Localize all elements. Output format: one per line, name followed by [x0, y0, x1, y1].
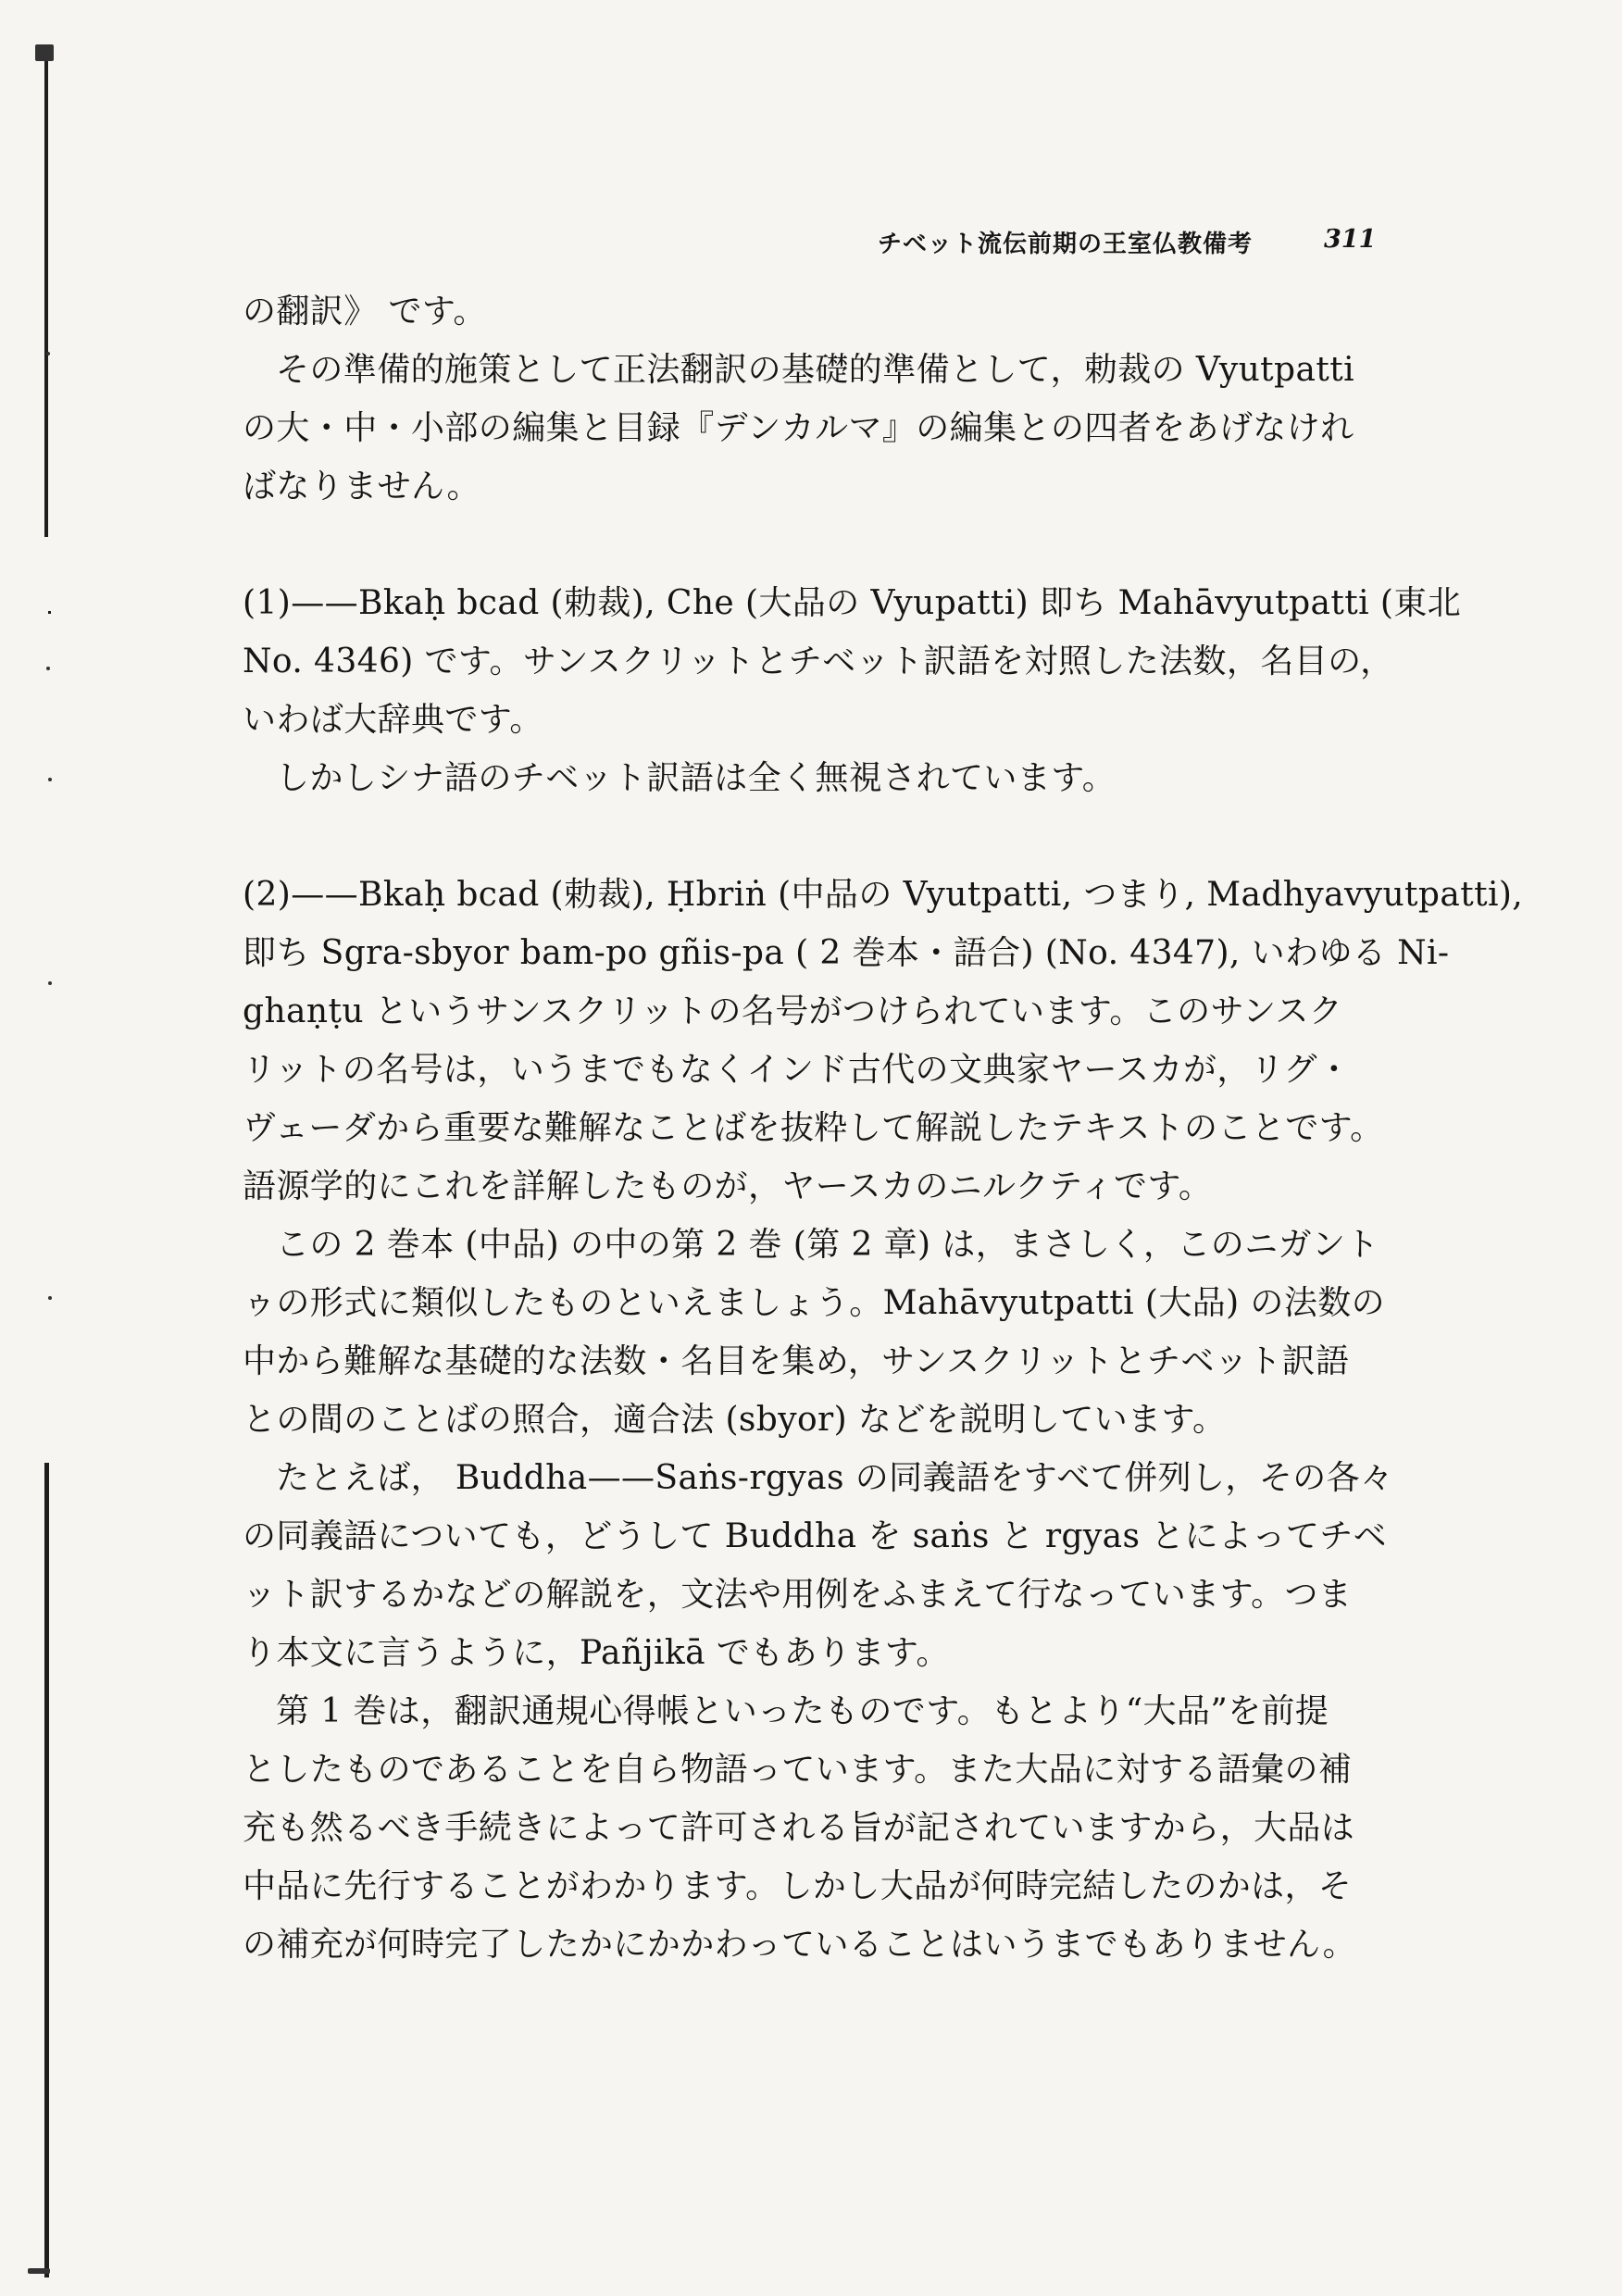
text-line: この 2 巻本 (中品) の中の第 2 巻 (第 2 章) は，まさしく，このニガント — [276, 1226, 1379, 1264]
paragraph — [243, 1216, 1395, 1449]
text-line: (2)——Bkaḥ bcad (勅裁), Ḥbriṅ (中品の Vyutpatti, つまり, Madhyavyutpatti), — [243, 876, 1524, 914]
text-line: ghaṇṭu というサンスクリットの名号がつけられています。このサンスク — [243, 992, 1343, 1030]
text-line: しかしシナ語のチベット訳語は全く無視されています。 — [276, 759, 1117, 797]
text-line: り本文に言うように，Pañjikā でもあります。 — [243, 1634, 950, 1672]
paragraph — [243, 341, 1395, 516]
page-number: 311 — [1324, 225, 1377, 254]
text-line: いわば大辞典です。 — [243, 701, 543, 739]
binding-speck — [48, 778, 52, 781]
text-line: の同義語についても，どうして Buddha を saṅs と rgyas とによってチベ — [243, 1517, 1388, 1555]
text-line: 中から難解な基礎的な法数・名目を集め，サンスクリットとチベット訳語 — [243, 1342, 1350, 1380]
paragraph — [243, 749, 1395, 807]
text-line: の大・中・小部の編集と目録『デンカルマ』の編集との四者をあげなけれ — [243, 409, 1354, 447]
text-line: ヴェーダから重要な難解なことばを抜粋して解説したテキストのことです。 — [243, 1109, 1384, 1147]
binding-speck — [48, 981, 52, 985]
text-line: の翻訳》 です。 — [243, 293, 487, 331]
text-line: ゥの形式に類似したものといえましょう。Mahāvyutpatti (大品) の法数の — [243, 1284, 1386, 1322]
binding-speck — [46, 667, 50, 670]
paragraph-gap — [243, 807, 1395, 866]
running-header — [878, 225, 1396, 271]
text-line: 中品に先行することがわかります。しかし大品が何時完結したのかは，そ — [243, 1867, 1353, 1905]
text-line: 即ち Sgra-sbyor bam-po gñis-pa ( 2 巻本・語合) (No. 4347), いわゆる Ni- — [243, 934, 1450, 972]
paragraph — [243, 866, 1524, 1216]
text-line: の補充が何時完了したかにかかわっていることはいうまでもありません。 — [243, 1926, 1357, 1964]
text-line: ット訳するかなどの解説を，文法や用例をふまえて行なっています。つま — [243, 1576, 1353, 1614]
binding-edge-shadow — [0, 0, 83, 2296]
body-text — [243, 282, 1524, 1974]
binding-speck — [46, 352, 50, 356]
binding-speck — [48, 1296, 52, 1300]
binding-rule-bottom — [44, 1463, 49, 2277]
binding-speck — [35, 44, 54, 61]
paragraph-gap — [243, 516, 1395, 574]
text-line: 語源学的にこれを詳解したものが，ヤースカのニルクティです。 — [243, 1167, 1213, 1205]
paragraph — [243, 282, 1395, 341]
text-line: リットの名号は，いうまでもなくインド古代の文典家ヤースカが，リグ・ — [243, 1051, 1352, 1089]
paragraph — [243, 1449, 1395, 1682]
text-line: 第 1 巻は，翻訳通規心得帳といったものです。もとより“大品”を前提 — [276, 1692, 1329, 1730]
text-line: No. 4346) です。サンスクリットとチベット訳語を対照した法数，名目の， — [243, 643, 1394, 680]
text-line: たとえば， Buddha——Saṅs-rgyas の同義語をすべて併列し，その各々 — [276, 1459, 1394, 1497]
paragraph — [243, 574, 1462, 749]
binding-mark — [48, 611, 51, 614]
text-line: 充も然るべき手続きによって許可される旨が記されていますから，大品は — [243, 1809, 1355, 1847]
binding-rule-top — [44, 56, 48, 537]
text-line: ばなりません。 — [243, 468, 480, 505]
text-line: としたものであることを自ら物語っています。また大品に対する語彙の補 — [243, 1751, 1353, 1789]
running-title: チベット流伝前期の王室仏教備考 — [878, 231, 1254, 258]
paragraph — [243, 1682, 1395, 1974]
text-line: その準備的施策として正法翻訳の基礎的準備として，勅裁の Vyutpatti — [276, 351, 1355, 389]
text-line: との間のことばの照合，適合法 (sbyor) などを説明しています。 — [243, 1401, 1227, 1439]
text-line: (1)——Bkaḥ bcad (勅裁), Che (大品の Vyupatti) 即ち Mahāvyutpatti (東北 — [243, 584, 1462, 622]
binding-speck — [28, 2268, 50, 2274]
